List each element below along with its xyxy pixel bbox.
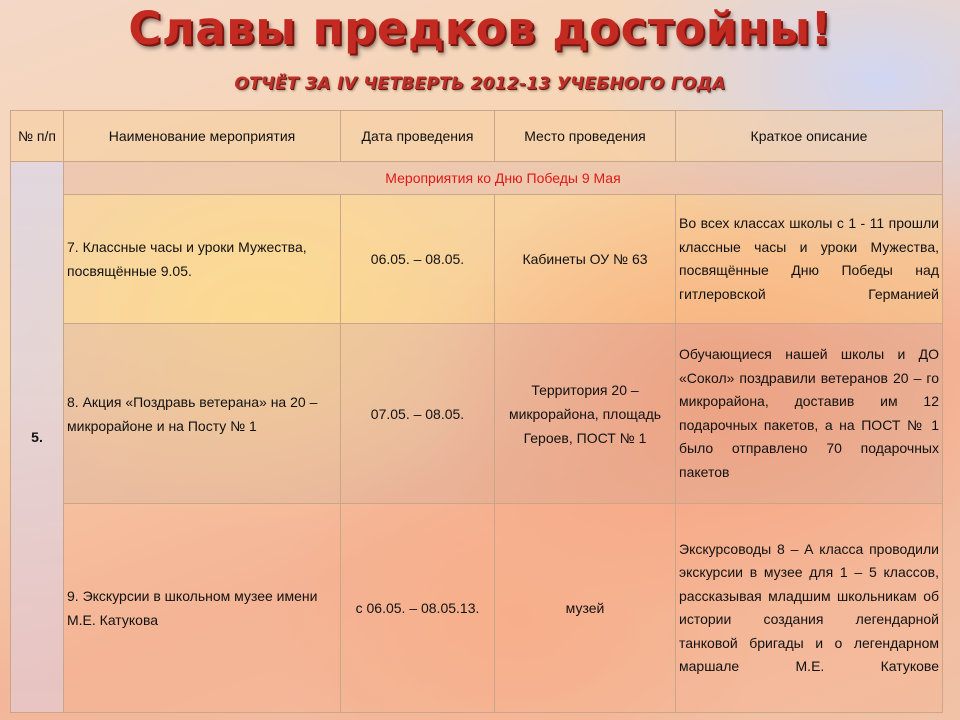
event-date: с 06.05. – 08.05.13.: [341, 504, 495, 713]
section-row: [11, 162, 943, 195]
event-date: 07.05. – 08.05.: [341, 324, 495, 504]
slide-subtitle: ОТЧЁТ ЗА IV ЧЕТВЕРТЬ 2012-13 УЧЕБНОГО ГОДА: [234, 74, 726, 94]
event-description: Обучающиеся нашей школы и ДО «Сокол» поздравили ветеранов 20 – го микрорайона, доставив им 12 подарочных пакетов, а на ПОСТ № 1 было отправлено 70 подарочных пакетов: [676, 324, 943, 504]
event-place: Кабинеты ОУ № 63: [495, 195, 676, 324]
slide-title: Славы предков достойны!: [128, 2, 832, 55]
header-date: Дата проведения: [341, 111, 495, 162]
header-place: Место проведения: [495, 111, 676, 162]
section-number: 5.: [11, 162, 64, 713]
header-num: № п/п: [11, 111, 64, 162]
header-desc: Краткое описание: [676, 111, 943, 162]
event-name: 8. Акция «Поздравь ветерана» на 20 – микрорайоне и на Посту № 1: [64, 324, 341, 504]
event-description: Во всех классах школы с 1 - 11 прошли классные часы и уроки Мужества, посвящённые Дню Победы над гитлеровской Германией: [676, 195, 943, 324]
table-row: [11, 195, 943, 324]
event-name: 9. Экскурсии в школьном музее имени М.Е. Катукова: [64, 504, 341, 713]
table-row: [11, 324, 943, 504]
report-table: [10, 110, 943, 713]
event-description: Экскурсоводы 8 – А класса проводили экскурсии в музее для 1 – 5 классов, рассказывая младшим школьникам об истории создания легендарной танковой бригады и о легендарном маршале М.Е. Катукове: [676, 504, 943, 713]
event-place: Территория 20 – микрорайона, площадь Героев, ПОСТ № 1: [495, 324, 676, 504]
table-row: [11, 504, 943, 713]
event-name: 7. Классные часы и уроки Мужества, посвящённые 9.05.: [64, 195, 341, 324]
header-name: Наименование мероприятия: [64, 111, 341, 162]
event-date: 06.05. – 08.05.: [341, 195, 495, 324]
event-place: музей: [495, 504, 676, 713]
section-title: Мероприятия ко Дню Победы 9 Мая: [64, 162, 943, 195]
header-row: [11, 111, 943, 162]
